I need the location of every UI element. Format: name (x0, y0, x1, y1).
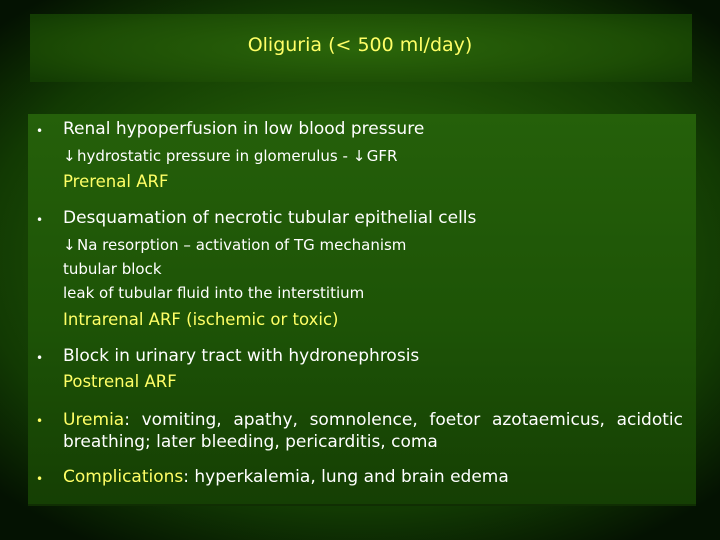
item-2-result: Intrarenal ARF (ischemic or toxic) (63, 310, 339, 329)
item-5-term: Complications (63, 467, 184, 487)
item-1-text: Renal hypoperfusion in low blood pressure (63, 119, 425, 139)
item-5-text (63, 467, 509, 487)
item-4-term: Uremia (63, 410, 125, 430)
item-2-sub-line-1 (63, 236, 406, 254)
slide-title: Oliguria (< 500 ml/day) (247, 34, 473, 56)
item-2-sub-line-1-text: Na resorption – activation of TG mechanism (77, 236, 407, 254)
bullet-2: • (36, 213, 44, 227)
item-1-result: Prerenal ARF (63, 172, 169, 191)
down-arrow-icon: ↓ (63, 236, 76, 254)
item-2-sub-line-3: leak of tubular fluid into the interstitium (63, 284, 365, 302)
item-4-text (63, 409, 683, 453)
item-4-desc: : vomiting, apathy, somnolence, foetor azotaemicus, acidotic breathing; later bleeding, pericarditis, coma (63, 410, 683, 452)
bullet-4: • (36, 414, 44, 428)
item-1-sub-part2: GFR (366, 147, 398, 165)
item-2-text: Desquamation of necrotic tubular epithelial cells (63, 208, 477, 228)
item-5-desc: : hyperkalemia, lung and brain edema (183, 467, 509, 487)
item-2-sub-line-2: tubular block (63, 260, 162, 278)
item-3-text: Block in urinary tract with hydronephrosis (63, 346, 420, 366)
item-1-sub (63, 147, 397, 165)
down-arrow-icon: ↓ (352, 147, 366, 165)
item-3-result: Postrenal ARF (63, 372, 177, 391)
bullet-1: • (36, 124, 44, 138)
bullet-5: • (36, 472, 44, 486)
bullet-3: • (36, 351, 44, 365)
down-arrow-icon: ↓ (63, 147, 76, 165)
item-1-sub-part1: hydrostatic pressure in glomerulus - (77, 147, 353, 165)
